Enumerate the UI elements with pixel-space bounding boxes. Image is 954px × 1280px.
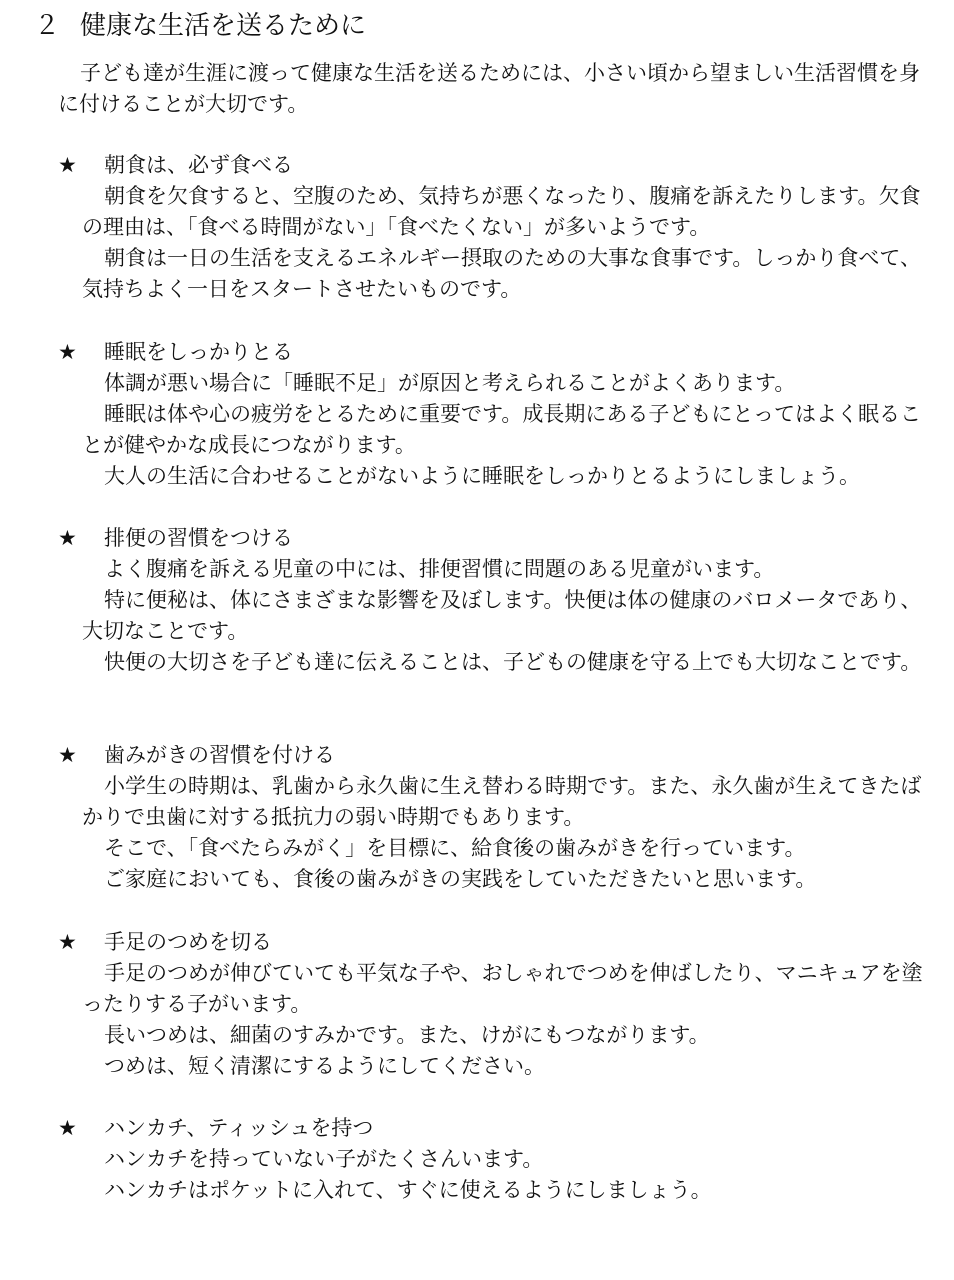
section-heading bbox=[58, 1113, 938, 1144]
section-sleep bbox=[58, 337, 938, 492]
section-nails bbox=[58, 927, 938, 1082]
section-toothbrushing bbox=[58, 740, 938, 895]
section-paragraph: 特に便秘は、体にさまざまな影響を及ぼします。快便は体の健康のバロメータであり、大切なことです。 bbox=[82, 588, 922, 643]
section-heading-text: 手足のつめを切る bbox=[104, 930, 272, 954]
section-paragraph: 朝食を欠食すると、空腹のため、気持ちが悪くなったり、腹痛を訴えたりします。欠食の理由は、「食べる時間がない」「食べたくない」が多いようです。 bbox=[82, 184, 921, 239]
section-heading-text: 排便の習慣をつける bbox=[104, 526, 293, 550]
section-paragraph: 大人の生活に合わせることがないように睡眠をしっかりとるようにしましょう。 bbox=[104, 464, 861, 488]
section-paragraph: つめは、短く清潔にするようにしてください。 bbox=[104, 1054, 546, 1078]
section-paragraph: 長いつめは、細菌のすみかです。また、けがにもつながります。 bbox=[104, 1023, 710, 1047]
section-paragraph: 手足のつめが伸びていても平気な子や、おしゃれでつめを伸ばしたり、マニキュアを塗ったりする子がいます。 bbox=[82, 961, 923, 1016]
section-heading bbox=[58, 337, 938, 368]
section-paragraph: 快便の大切さを子ども達に伝えることは、子どもの健康を守る上でも大切なことです。 bbox=[104, 650, 922, 674]
section-heading bbox=[58, 740, 938, 771]
star-icon: ★ bbox=[58, 743, 77, 767]
section-paragraph: 朝食は一日の生活を支えるエネルギー摂取のための大事な食事です。しっかり食べて、気持ちよく一日をスタートさせたいものです。 bbox=[82, 246, 921, 301]
section-paragraph: そこで、「食べたらみがく」を目標に、給食後の歯みがきを行っています。 bbox=[104, 836, 806, 860]
section-paragraph: 小学生の時期は、乳歯から永久歯に生え替わる時期です。また、永久歯が生えてきたばかりで虫歯に対する抵抗力の弱い時期でもあります。 bbox=[82, 774, 922, 829]
section-paragraph: よく腹痛を訴える児童の中には、排便習慣に問題のある児童がいます。 bbox=[104, 557, 775, 581]
star-icon: ★ bbox=[58, 1116, 77, 1140]
section-heading-text: 睡眠をしっかりとる bbox=[104, 340, 293, 364]
section-paragraph: 睡眠は体や心の疲労をとるために重要です。成長期にある子どもにとってはよく眠ることが健やかな成長につながります。 bbox=[82, 402, 921, 457]
page-title bbox=[34, 6, 366, 46]
intro-paragraph: 子ども達が生涯に渡って健康な生活を送るためには、小さい頃から望ましい生活習慣を身に付けることが大切です。 bbox=[58, 61, 921, 116]
star-icon: ★ bbox=[58, 153, 77, 177]
section-title-text: 健康な生活を送るために bbox=[80, 11, 367, 41]
section-paragraph: ハンカチを持っていない子がたくさんいます。 bbox=[104, 1147, 544, 1171]
section-heading-text: 朝食は、必ず食べる bbox=[104, 153, 293, 177]
star-icon: ★ bbox=[58, 930, 77, 954]
section-heading-text: 歯みがきの習慣を付ける bbox=[104, 743, 335, 767]
section-heading bbox=[58, 150, 938, 181]
section-paragraph: ハンカチはポケットに入れて、すぐに使えるようにしましょう。 bbox=[104, 1178, 712, 1202]
star-icon: ★ bbox=[58, 526, 77, 550]
section-number: ２ bbox=[34, 11, 61, 41]
star-icon: ★ bbox=[58, 340, 77, 364]
section-breakfast bbox=[58, 150, 938, 305]
section-bowel bbox=[58, 523, 938, 678]
section-heading bbox=[58, 523, 938, 554]
section-paragraph: ご家庭においても、食後の歯みがきの実践をしていただきたいと思います。 bbox=[104, 867, 817, 891]
section-heading bbox=[58, 927, 938, 958]
section-paragraph: 体調が悪い場合に「睡眠不足」が原因と考えられることがよくあります。 bbox=[104, 371, 796, 395]
section-heading-text: ハンカチ、ティッシュを持つ bbox=[104, 1116, 374, 1140]
section-handkerchief bbox=[58, 1113, 938, 1206]
